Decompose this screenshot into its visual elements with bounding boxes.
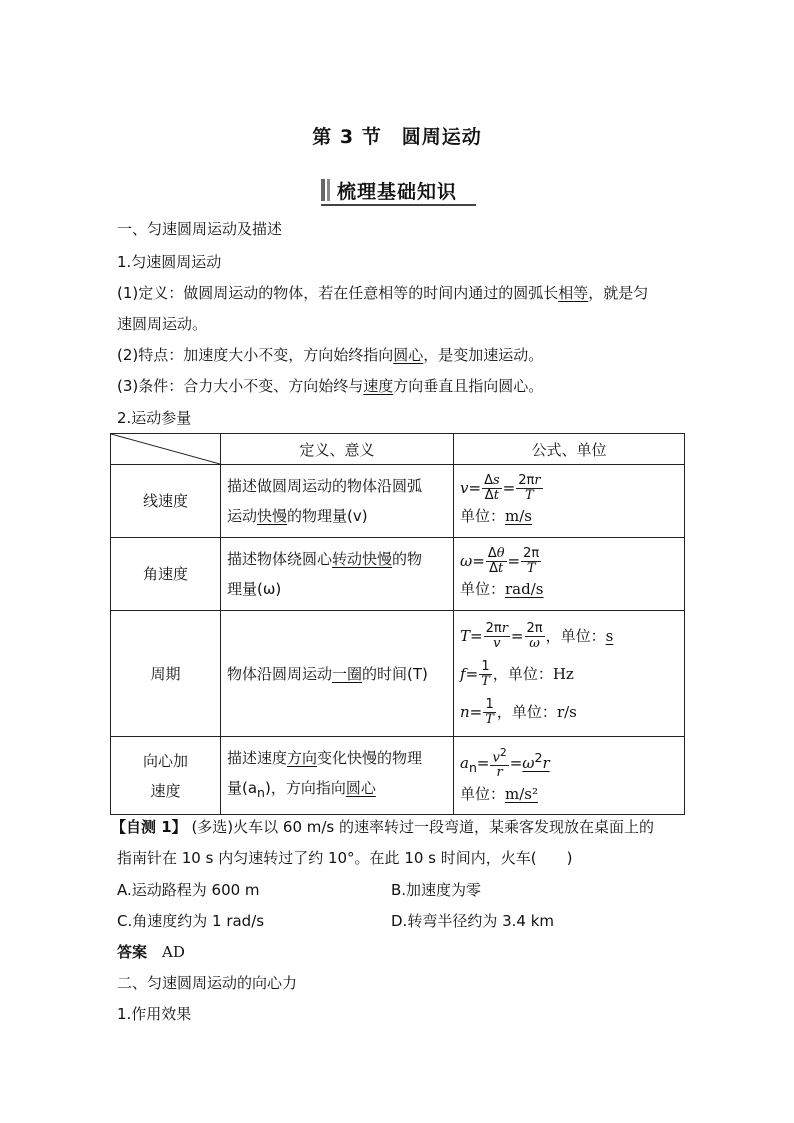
quiz-option-d: D.转弯半径约为 3.4 km xyxy=(391,912,555,930)
definition-line-2: 速圆周运动。 xyxy=(117,315,208,333)
underlined-answer: 相等 xyxy=(558,284,589,302)
diagonal-header-cell xyxy=(111,434,221,465)
table-row xyxy=(111,611,685,737)
banner-bar xyxy=(327,179,330,201)
parameter-formula: ω= $\frac{\Delta\theta}{\Delta t}$ = $\frac{2\pi}{T}$ 单位：rad/s xyxy=(454,538,685,611)
parameter-definition: 描述速度方向变化快慢的物理 量$(a_n)$，方向指向圆心 xyxy=(221,737,454,815)
quiz-question-line: 【自测 1】 (多选)火车以 60 m/s 的速率转过一段弯道，某乘客发现放在桌面上的 xyxy=(111,818,655,836)
answer-label: 答案 xyxy=(117,943,148,961)
parameter-name: 向心加 速度 xyxy=(111,737,221,815)
period-formula: T= $\frac{2\pi r}{v}$ = $\frac{2\pi}{\omega}$ ，单位：s xyxy=(460,620,614,651)
quiz-option-c: C.角速度约为 1 rad/s xyxy=(117,912,265,930)
linear-velocity-formula: v= $\frac{\Delta s}{\Delta t}$ = $\frac{2\pi r}{T}$ xyxy=(460,472,541,503)
answer-value: AD xyxy=(162,943,185,961)
parameter-definition: 描述物体绕圆心转动快慢的物 理量(ω) xyxy=(221,538,454,611)
column-header: 定义、意义 xyxy=(221,434,454,465)
section-heading: 一、匀速圆周运动及描述 xyxy=(117,220,283,238)
underlined-answer: 一圈 xyxy=(332,664,363,683)
banner-bar xyxy=(321,179,325,201)
subheading: 2.运动参量 xyxy=(117,409,192,427)
section-heading: 二、匀速圆周运动的向心力 xyxy=(117,974,298,992)
page-title: 第 3 节 圆周运动 xyxy=(312,126,482,148)
parameter-definition: 描述做圆周运动的物体沿圆弧 运动快慢的物理量(v) xyxy=(221,465,454,538)
underlined-answer: 快慢 xyxy=(257,507,288,525)
underlined-answer: 速度 xyxy=(363,377,394,395)
parameter-name: 周期 xyxy=(111,611,221,737)
underlined-answer: rad/s xyxy=(505,579,544,598)
answer-line xyxy=(117,941,185,963)
subheading: 1.作用效果 xyxy=(117,1005,192,1023)
diagonal-line xyxy=(111,434,220,464)
underlined-answer: s xyxy=(605,626,614,645)
table-row xyxy=(111,737,685,815)
motion-parameters-table xyxy=(110,433,685,815)
quiz-question-line-2: 指南针在 10 s 内匀速转过了约 10°。在此 10 s 时间内，火车( ) xyxy=(117,849,573,867)
parameter-definition: 物体沿圆周运动一圈的时间(T) xyxy=(221,611,454,737)
table-row xyxy=(111,465,685,538)
quiz-option-b: B.加速度为零 xyxy=(391,881,482,899)
rotational-speed-formula: n= $\frac{1}{T}$ ，单位：r/s xyxy=(460,696,577,727)
quiz-tag: 【自测 1】 xyxy=(111,818,187,836)
section-banner xyxy=(321,176,476,206)
frequency-formula: f= $\frac{1}{T}$ ，单位：Hz xyxy=(460,658,574,689)
parameter-name: 线速度 xyxy=(111,465,221,538)
condition-line: (3)条件：合力大小不变、方向始终与速度方向垂直且指向圆心。 xyxy=(117,377,544,395)
table-header-row xyxy=(111,434,685,465)
underlined-answer: m/s² xyxy=(505,784,539,803)
parameter-formula: v= $\frac{\Delta s}{\Delta t}$ = $\frac{2\pi r}{T}$ 单位：m/s xyxy=(454,465,685,538)
definition-line: (1)定义：做圆周运动的物体，若在任意相等的时间内通过的圆弧长相等，就是匀 xyxy=(117,284,649,302)
parameter-formula: $a_n=$ $\frac{v^2}{r}$ $=\omega^2r$ 单位：m/s² xyxy=(454,737,685,815)
underlined-answer: 转动快慢 xyxy=(332,550,393,568)
quiz-option-a: A.运动路程为 600 m xyxy=(117,881,260,899)
table-row xyxy=(111,538,685,611)
subheading: 1.匀速圆周运动 xyxy=(117,253,222,271)
banner-title: 梳理基础知识 xyxy=(337,181,458,203)
underlined-answer: 方向 xyxy=(287,749,318,767)
column-header: 公式、单位 xyxy=(454,434,685,465)
underlined-answer: 圆心 xyxy=(345,779,376,797)
parameter-name: 角速度 xyxy=(111,538,221,611)
parameter-formula xyxy=(454,611,685,737)
underlined-answer: m/s xyxy=(505,506,532,525)
underlined-answer: 圆心 xyxy=(393,346,424,364)
feature-line: (2)特点：加速度大小不变，方向始终指向圆心，是变加速运动。 xyxy=(117,346,544,364)
angular-velocity-formula: ω= $\frac{\Delta\theta}{\Delta t}$ = $\frac{2\pi}{T}$ xyxy=(460,545,540,576)
centripetal-acceleration-formula: $a_n=$ $\frac{v^2}{r}$ $=\omega^2r$ xyxy=(460,745,550,781)
